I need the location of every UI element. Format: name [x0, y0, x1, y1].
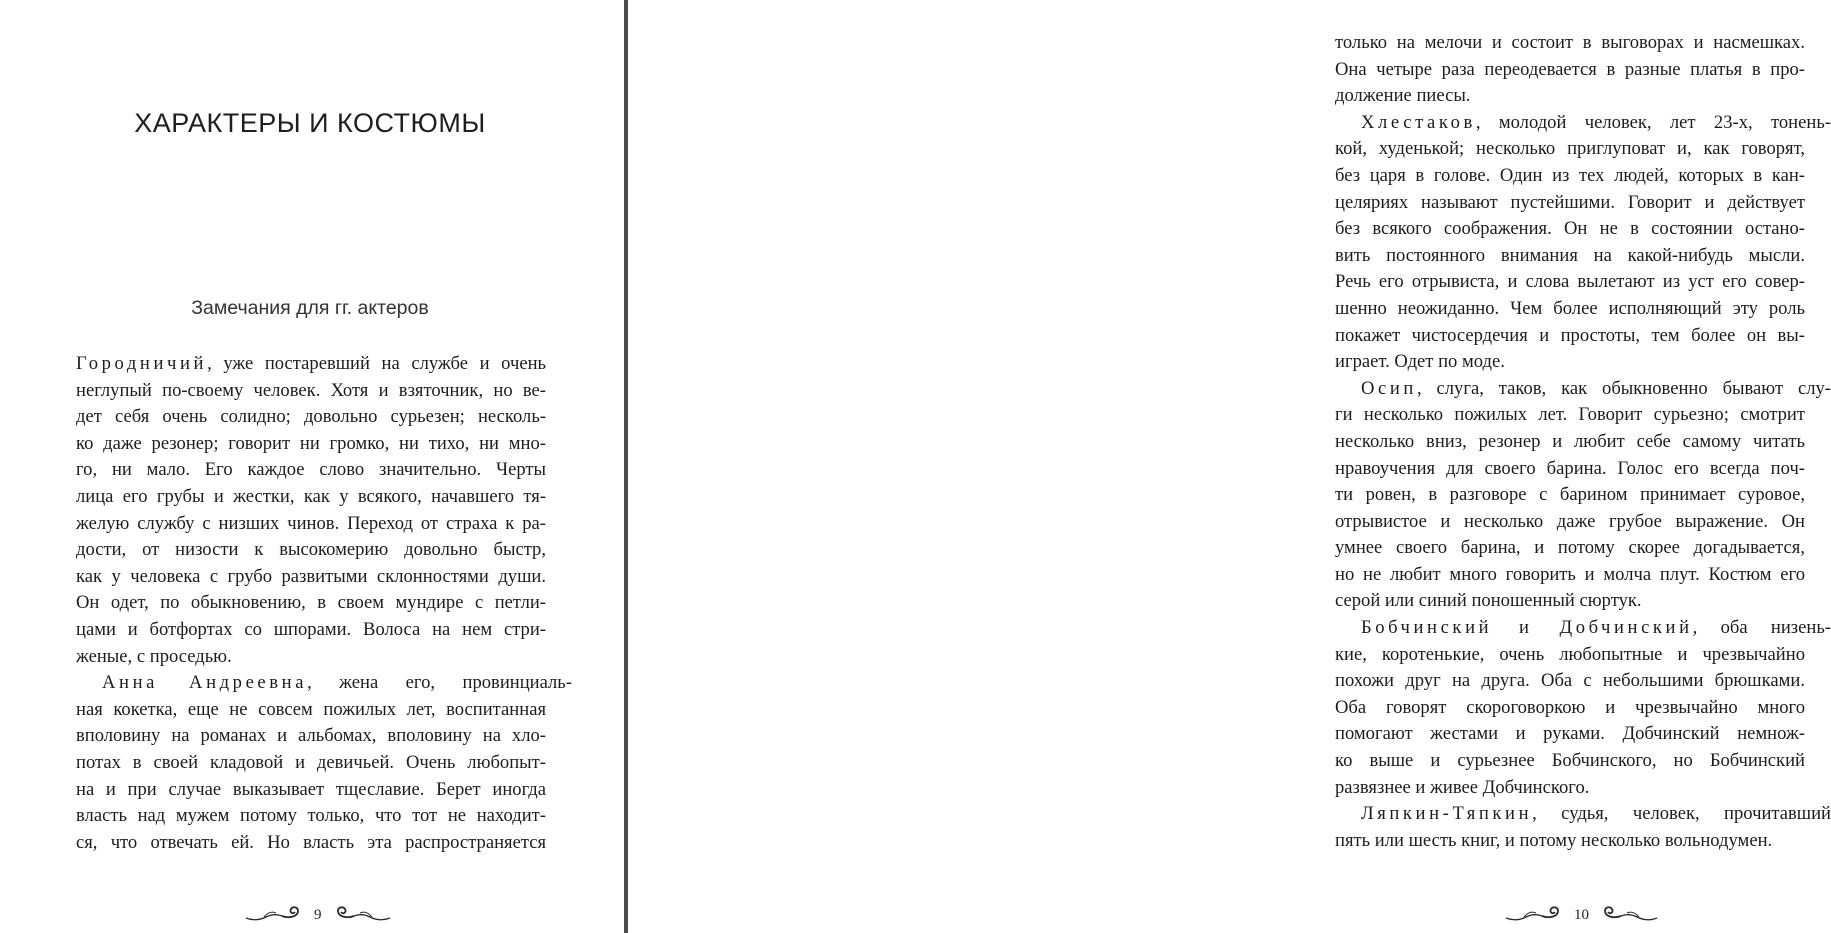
line-text: как у человека с грубо развитыми склонностями души.: [76, 565, 546, 587]
text-line: [1335, 775, 1805, 802]
text-line: [1335, 136, 1805, 163]
line-text: дости, от низости к высокомерию довольно быстр,: [76, 539, 546, 561]
page-number: 9: [314, 906, 322, 923]
line-text: но не любит много говорить и молча плут. Костюм его: [1335, 563, 1805, 585]
text-line: [1335, 615, 1831, 642]
chapter-title: ХАРАКТЕРЫ И КОСТЮМЫ: [134, 108, 486, 138]
line-text: шенно неожиданно. Чем более исполняющий эту роль: [1335, 297, 1805, 319]
text-line: [1335, 721, 1805, 748]
line-text: несколько вниз, резонер и любит себе самому читать: [1335, 430, 1805, 452]
text-line: [1335, 748, 1805, 775]
text-line: [76, 803, 546, 830]
line-text: без всякого соображения. Он не в состоянии остано-: [1335, 218, 1805, 240]
line-text: умнее своего барина, и потому скорее догадывается,: [1335, 537, 1805, 559]
text-line: [76, 511, 546, 538]
text-line: [1335, 269, 1805, 296]
text-line: [76, 431, 546, 458]
line-text: ко выше и сурьезнее Бобчинского, но Бобчинский: [1335, 750, 1805, 772]
character-name: Хлестаков: [1361, 111, 1476, 133]
text-line: [1335, 190, 1805, 217]
line-text: покажет чистосердечия и простоты, тем более он вы-: [1335, 324, 1805, 346]
line-text: , слуга, таков, как обыкновенно бывают слу-: [1416, 377, 1831, 399]
text-line: [76, 670, 572, 697]
line-text: ся, что отвечать ей. Но власть эта распространяется: [76, 831, 546, 853]
line-text: лица его грубы и жестки, как у всякого, начавшего тя-: [76, 485, 546, 507]
line-text: Он одет, по обыкновению, в своем мундире с петли-: [76, 592, 546, 614]
text-line: [76, 750, 546, 777]
character-name: Ляпкин-Тяпкин: [1361, 803, 1533, 825]
text-line: [1335, 456, 1805, 483]
text-line: [1335, 243, 1805, 270]
line-text: вполовину на романах и альбомах, вполовину на хло-: [76, 725, 546, 747]
line-text: нравоучения для своего барина. Голос его всегда поч-: [1335, 457, 1805, 479]
line-text: отрывистое и несколько даже грубое выражение. Он: [1335, 510, 1805, 532]
text-line: [1335, 376, 1831, 403]
left-page-text: [76, 351, 572, 856]
line-text: , оба низень-: [1692, 617, 1831, 639]
text-line: [76, 697, 546, 724]
text-line: [1335, 83, 1805, 110]
text-line: [1335, 296, 1805, 323]
line-text: должение пиесы.: [1335, 85, 1471, 107]
text-line: [1335, 163, 1805, 190]
line-text: потах в своей кладовой и девичьей. Очень любопыт-: [76, 751, 546, 773]
line-text: , жена его, провинциаль-: [307, 672, 572, 694]
right-page: [628, 0, 1831, 933]
swirl-right-icon: [332, 904, 392, 926]
line-text: развязнее и живее Добчинского.: [1335, 776, 1590, 798]
line-text: кой, худенькой; несколько приглуповат и, как говорят,: [1335, 138, 1805, 160]
text-line: [1335, 562, 1805, 589]
text-line: [1335, 509, 1805, 536]
character-name: Городничий: [76, 353, 208, 374]
text-line: [1335, 216, 1805, 243]
text-line: [76, 723, 546, 750]
swirl-right-icon: [1599, 904, 1659, 926]
text-line: [76, 457, 546, 484]
right-page-folio: [1504, 902, 1659, 928]
line-text: Речь его отрывиста, и слова вылетают из уст его совер-: [1335, 271, 1805, 293]
page-number: 10: [1574, 906, 1589, 923]
line-text: только на мелочи и состоит в выговорах и насмешках.: [1335, 32, 1805, 53]
line-text: на и при случае выказывает тщеславие. Берет иногда: [76, 778, 546, 800]
text-line: [76, 777, 546, 804]
line-text: ти ровен, в разговоре с барином принимает суровое,: [1335, 484, 1805, 506]
line-text: Она четыре раза переодевается в разные платья в про-: [1335, 58, 1805, 80]
line-text: желую службу с низших чинов. Переход от страха к ра-: [76, 512, 546, 534]
left-page: [0, 0, 625, 933]
line-text: похожи друг на друга. Оба с небольшими брюшками.: [1335, 670, 1805, 692]
line-text: ко даже резонер; говорит ни громко, ни тихо, ни мно-: [76, 432, 546, 454]
line-text: целяриях называют пустейшими. Говорит и действует: [1335, 191, 1805, 213]
text-line: [1335, 642, 1805, 669]
text-line: [1335, 668, 1805, 695]
text-line: [76, 644, 546, 671]
line-text: вить постоянного внимания на какой-нибудь мысли.: [1335, 244, 1805, 266]
character-name: Осип: [1361, 377, 1417, 399]
text-line: [76, 378, 546, 405]
text-line: [1335, 695, 1805, 722]
line-text: , молодой человек, лет 23-х, тонень-: [1475, 111, 1831, 133]
text-line: [1335, 588, 1805, 615]
line-text: кие, коротенькие, очень любопытные и чрезвычайно: [1335, 643, 1805, 665]
text-line: [1335, 402, 1805, 429]
swirl-left-icon: [244, 904, 304, 926]
left-page-folio: [244, 902, 392, 928]
line-text: неглупый по-своему человек. Хотя и взяточник, но ве-: [76, 379, 546, 401]
line-text: го, ни мало. Его каждое слово значительно. Черты: [76, 459, 546, 481]
character-name: Бобчинский и Добчинский: [1361, 617, 1693, 639]
text-line: [1335, 429, 1805, 456]
text-line: [76, 404, 546, 431]
line-text: помогают жестами и руками. Добчинский немнож-: [1335, 723, 1805, 745]
text-line: [1335, 482, 1805, 509]
line-text: без царя в голове. Один из тех людей, которых в кан-: [1335, 164, 1805, 186]
line-text: ная кокетка, еще не совсем пожилых лет, воспитанная: [76, 698, 546, 720]
swirl-left-icon: [1504, 904, 1564, 926]
text-line: [76, 590, 546, 617]
text-line: [1335, 57, 1805, 84]
text-line: [1335, 349, 1805, 376]
line-text: , уже постаревший на службе и очень: [207, 353, 546, 374]
line-text: ги несколько пожилых лет. Говорит сурьезно; смотрит: [1335, 404, 1805, 426]
text-line: [76, 617, 546, 644]
line-text: дет себя очень солидно; довольно сурьезен; несколь-: [76, 406, 546, 428]
text-line: [76, 351, 546, 378]
line-text: пять или шесть книг, и потому несколько вольнодумен.: [1335, 829, 1773, 851]
text-line: [76, 564, 546, 591]
line-text: , судья, человек, прочитавший: [1532, 803, 1831, 825]
text-line: [1335, 828, 1805, 855]
line-text: цами и ботфортах со шпорами. Волоса на нем стри-: [76, 618, 546, 640]
text-line: [76, 484, 546, 511]
line-text: власть над мужем потому только, что тот не находит-: [76, 805, 546, 827]
right-page-text: [1335, 30, 1831, 854]
text-line: [76, 537, 546, 564]
line-text: играет. Одет по моде.: [1335, 351, 1505, 373]
line-text: серой или синий поношенный сюртук.: [1335, 590, 1642, 612]
section-title: Замечания для гг. актеров: [191, 297, 429, 319]
character-name: Анна Андреевна: [102, 672, 308, 694]
text-line: [1335, 323, 1805, 350]
text-line: [1335, 110, 1831, 137]
line-text: женые, с проседью.: [76, 645, 232, 667]
text-line: [1335, 801, 1831, 828]
text-line: [76, 830, 546, 857]
line-text: Оба говорят скороговоркою и чрезвычайно много: [1335, 696, 1805, 718]
text-line: [1335, 535, 1805, 562]
text-line: [1335, 30, 1805, 57]
